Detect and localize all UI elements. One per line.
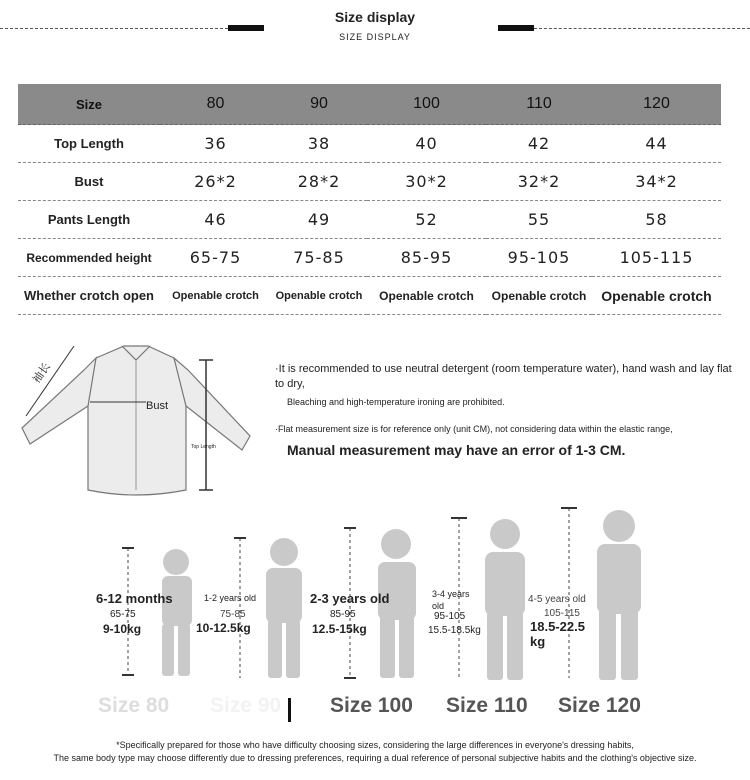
header-bar-left bbox=[228, 25, 264, 31]
sleeve-label: 袖长 bbox=[29, 360, 54, 386]
kid-age: 3-4 years old bbox=[432, 589, 470, 611]
footer-note-line2: The same body type may choose differently due to dressing preferences, requiring a dual reference of personal subjective habits and the clothing's objective size. bbox=[53, 753, 697, 763]
child-silhouette bbox=[228, 530, 318, 685]
table-row bbox=[18, 201, 721, 239]
table-cell: 34*2 bbox=[592, 163, 721, 201]
black-tick-mark bbox=[288, 698, 291, 722]
row-label: Bust bbox=[18, 163, 160, 201]
table-cell: 42 bbox=[486, 125, 592, 163]
table-cell: 26*2 bbox=[160, 163, 271, 201]
page-subtitle: SIZE DISPLAY bbox=[339, 32, 411, 42]
row-label: Pants Length bbox=[18, 201, 160, 239]
size-label: Size 90 bbox=[210, 694, 282, 717]
table-cell: 75-85 bbox=[271, 239, 367, 277]
measurement-error-note: Manual measurement may have an error of 1-3 CM. bbox=[287, 442, 626, 458]
kid-weight: 18.5-22.5 kg bbox=[530, 619, 585, 649]
header-dash-left bbox=[0, 28, 228, 29]
table-cell: 32*2 bbox=[486, 163, 592, 201]
header-dash-right bbox=[534, 28, 750, 29]
size-label: Size 110 bbox=[446, 694, 528, 717]
care-note: ·It is recommended to use neutral detergent (room temperature water), hand wash and lay flat to dry, bbox=[275, 363, 732, 390]
table-cell: 65-75 bbox=[160, 239, 271, 277]
table-header-row bbox=[18, 84, 721, 125]
shirt-diagram bbox=[16, 340, 256, 500]
size-label: Size 120 bbox=[558, 694, 641, 717]
table-cell: Openable crotch bbox=[592, 277, 721, 315]
kid-age: 6-12 months bbox=[96, 591, 173, 606]
size-table bbox=[18, 84, 721, 315]
table-cell: 40 bbox=[367, 125, 486, 163]
table-cell: 38 bbox=[271, 125, 367, 163]
kid-weight: 12.5-15kg bbox=[312, 622, 367, 636]
kid-height: 95-105 bbox=[434, 611, 466, 622]
table-cell: 44 bbox=[592, 125, 721, 163]
row-label: Whether crotch open bbox=[18, 277, 160, 315]
table-cell: 85-95 bbox=[367, 239, 486, 277]
row-label: Recommended height bbox=[18, 239, 160, 277]
kid-age: 1-2 years old bbox=[204, 593, 257, 603]
table-cell: 30*2 bbox=[367, 163, 486, 201]
table-row bbox=[18, 163, 721, 201]
kid-height: 75-85 bbox=[220, 609, 246, 620]
table-cell: 58 bbox=[592, 201, 721, 239]
footer-note-line1: *Specifically prepared for those who have difficulty choosing sizes, considering the large differences in everyone's dressing habits, bbox=[116, 740, 634, 750]
size-label: Size 80 bbox=[98, 694, 170, 717]
kid-weight: 10-12.5kg bbox=[196, 621, 251, 635]
table-row bbox=[18, 125, 721, 163]
table-cell: 105-115 bbox=[592, 239, 721, 277]
kid-height: 105-115 bbox=[544, 608, 580, 619]
kid-weight: 15.5-18.5kg bbox=[428, 625, 481, 636]
bust-label: Bust bbox=[146, 400, 169, 412]
kid-height: 65-75 bbox=[110, 609, 136, 620]
table-cell: Openable crotch bbox=[160, 277, 271, 315]
table-cell: 52 bbox=[367, 201, 486, 239]
table-row bbox=[18, 277, 721, 315]
kid-age: 4-5 years old bbox=[528, 594, 586, 605]
table-cell: Openable crotch bbox=[486, 277, 592, 315]
table-row bbox=[18, 239, 721, 277]
table-header-size: 110 bbox=[486, 84, 592, 125]
table-header-size: 120 bbox=[592, 84, 721, 125]
table-cell: 49 bbox=[271, 201, 367, 239]
measurement-note: ·Flat measurement size is for reference only (unit CM), not considering data within the elastic range, bbox=[275, 424, 673, 434]
size-label: Size 100 bbox=[330, 694, 413, 717]
kid-weight: 9-10kg bbox=[103, 622, 142, 636]
table-cell: Openable crotch bbox=[367, 277, 486, 315]
top-length-label: Top Length bbox=[191, 444, 216, 450]
table-cell: 36 bbox=[160, 125, 271, 163]
table-header-label: Size bbox=[18, 84, 160, 125]
left-sleeve-shape bbox=[22, 358, 96, 444]
table-cell: 46 bbox=[160, 201, 271, 239]
header-bar-right bbox=[498, 25, 534, 31]
shirt-body-shape bbox=[88, 346, 186, 495]
table-cell: 55 bbox=[486, 201, 592, 239]
kid-height: 85-95 bbox=[330, 609, 356, 620]
kid-age: 2-3 years old bbox=[310, 591, 390, 606]
table-header-size: 80 bbox=[160, 84, 271, 125]
table-cell: 28*2 bbox=[271, 163, 367, 201]
care-warning: Bleaching and high-temperature ironing are prohibited. bbox=[287, 397, 505, 407]
table-header-size: 100 bbox=[367, 84, 486, 125]
row-label: Top Length bbox=[18, 125, 160, 163]
table-cell: 95-105 bbox=[486, 239, 592, 277]
child-silhouette bbox=[555, 500, 655, 685]
table-cell: Openable crotch bbox=[271, 277, 367, 315]
table-header-size: 90 bbox=[271, 84, 367, 125]
page-title: Size display bbox=[334, 9, 416, 25]
